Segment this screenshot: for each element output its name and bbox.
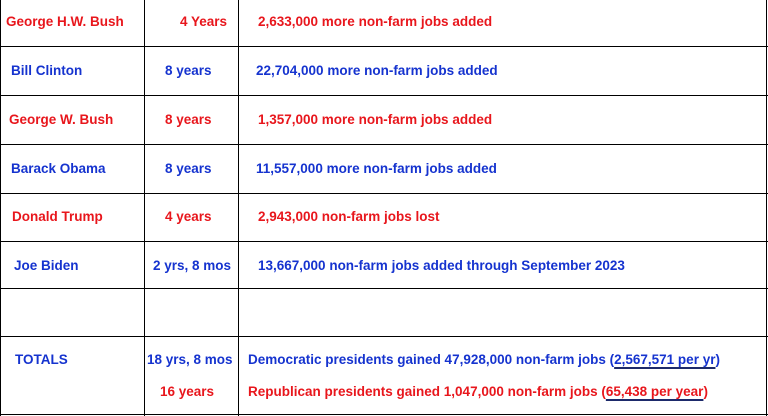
- republican-total: [248, 384, 708, 400]
- president-name: George H.W. Bush: [6, 14, 124, 29]
- term-length: 8 years: [165, 63, 212, 78]
- democratic-years: 18 yrs, 8 mos: [147, 352, 233, 367]
- row-divider: [0, 95, 768, 96]
- republican-years: 16 years: [160, 384, 215, 399]
- president-name: Donald Trump: [12, 209, 103, 224]
- jobs-change: 2,943,000 non-farm jobs lost: [258, 209, 440, 224]
- president-name: Bill Clinton: [11, 63, 83, 78]
- jobs-change: 2,633,000 more non-farm jobs added: [258, 14, 493, 29]
- table-border-left: [0, 0, 1, 416]
- term-length: 4 years: [165, 209, 212, 224]
- jobs-change: 13,667,000 non-farm jobs added through September 2023: [258, 258, 625, 273]
- jobs-change: 22,704,000 more non-farm jobs added: [256, 63, 498, 78]
- column-divider: [238, 0, 239, 416]
- table-border-bottom: [0, 414, 768, 415]
- jobs-change: 1,357,000 more non-farm jobs added: [258, 112, 493, 127]
- republican-rate: 65,438 per year: [605, 384, 704, 399]
- totals-label: TOTALS: [15, 352, 68, 367]
- democratic-close: ): [715, 352, 720, 367]
- row-divider: [0, 288, 768, 289]
- republican-close: ): [703, 384, 708, 399]
- president-name: Joe Biden: [14, 258, 79, 273]
- row-divider: [0, 144, 768, 145]
- row-divider: [0, 193, 768, 194]
- row-divider: [0, 46, 768, 47]
- term-length: 8 years: [165, 112, 212, 127]
- democratic-total: [248, 352, 720, 368]
- jobs-change: 11,557,000 more non-farm jobs added: [256, 161, 497, 176]
- president-name: George W. Bush: [9, 112, 114, 127]
- table-border-right: [766, 0, 767, 416]
- president-name: Barack Obama: [11, 161, 106, 176]
- column-divider: [144, 0, 145, 416]
- term-length: 8 years: [165, 161, 212, 176]
- row-divider: [0, 336, 768, 337]
- democratic-total-text: Democratic presidents gained 47,928,000 non-farm jobs (: [248, 352, 615, 367]
- term-length: 4 Years: [180, 14, 228, 29]
- term-length: 2 yrs, 8 mos: [153, 258, 232, 273]
- row-divider: [0, 241, 768, 242]
- republican-total-text: Republican presidents gained 1,047,000 non-farm jobs (: [248, 384, 606, 399]
- democratic-rate: 2,567,571 per yr: [614, 352, 716, 367]
